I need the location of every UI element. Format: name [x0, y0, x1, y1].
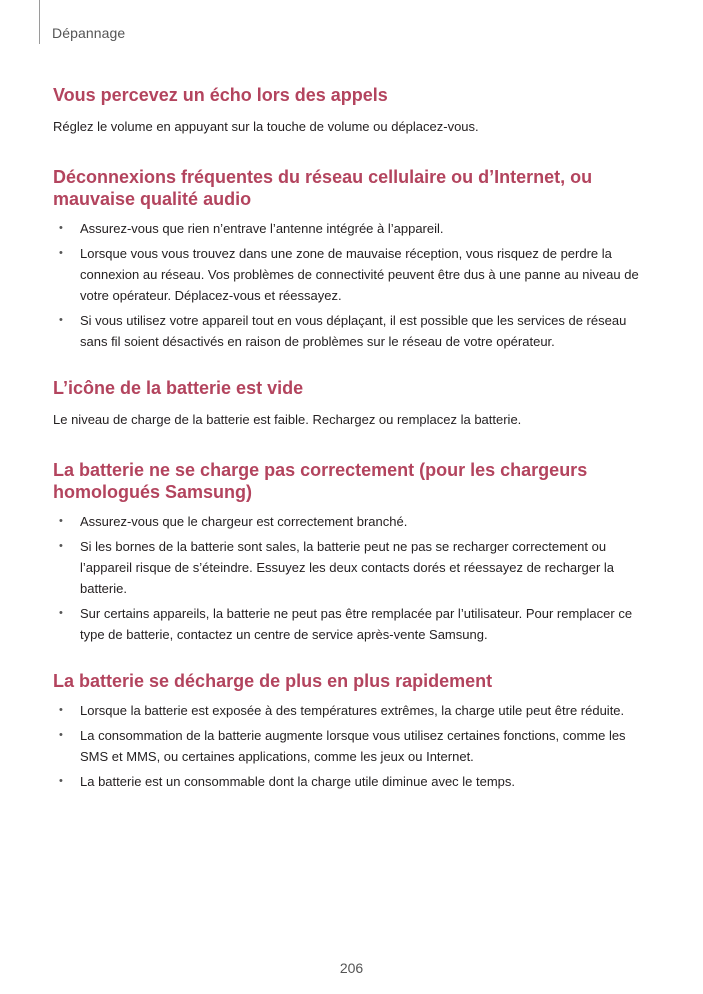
list-item [53, 310, 653, 352]
bullet-list [53, 218, 653, 352]
list-item-text: Assurez-vous que le chargeur est correctement branché. [80, 514, 408, 529]
bullet-icon: • [59, 222, 63, 234]
bullet-icon: • [59, 247, 63, 259]
header-divider-line [39, 0, 40, 44]
section-body: Le niveau de charge de la batterie est faible. Rechargez ou remplacez la batterie. [53, 412, 522, 427]
list-item [53, 218, 653, 239]
section-title: La batterie se décharge de plus en plus rapidement [53, 671, 493, 691]
section-body: Réglez le volume en appuyant sur la touche de volume ou déplacez-vous. [53, 119, 479, 134]
list-item-text: La consommation de la batterie augmente lorsque vous utilisez certaines fonctions, comme les SMS et MMS, ou certaines applications, comme les jeux ou Internet. [80, 728, 626, 764]
section-battery-drain [53, 670, 653, 792]
list-item [53, 536, 653, 599]
section-header: Dépannage [52, 25, 126, 41]
list-item-text: Lorsque vous vous trouvez dans une zone de mauvaise réception, vous risquez de perdre la connexion au réseau. Vos problèmes de connectivité peuvent être dus à une panne au niveau de votre opérateur. Déplacez-vous et réessayez. [80, 246, 639, 303]
list-item-text: Si vous utilisez votre appareil tout en vous déplaçant, il est possible que les services de réseau sans fil soient désactivés en raison de problèmes sur le réseau de votre opérateur. [80, 313, 627, 349]
bullet-list [53, 700, 653, 792]
list-item [53, 603, 653, 645]
list-item [53, 725, 653, 767]
list-item-text: Lorsque la batterie est exposée à des températures extrêmes, la charge utile peut être réduite. [80, 703, 625, 718]
list-item-text: Assurez-vous que rien n’entrave l’antenne intégrée à l’appareil. [80, 221, 444, 236]
list-item [53, 511, 653, 532]
list-item-text: Sur certains appareils, la batterie ne peut pas être remplacée par l’utilisateur. Pour remplacer ce type de batterie, contactez un centre de service après-vente Samsung. [80, 606, 633, 642]
list-item-text: La batterie est un consommable dont la charge utile diminue avec le temps. [80, 774, 516, 789]
bullet-icon: • [59, 540, 63, 552]
section-battery-charge [53, 459, 653, 645]
section-title: La batterie ne se charge pas correctement (pour les chargeurs homologués Samsung) [53, 460, 588, 502]
section-network [53, 166, 653, 352]
section-battery-icon [53, 377, 653, 430]
list-item [53, 243, 653, 306]
bullet-list [53, 511, 653, 645]
page-number: 206 [339, 960, 364, 976]
bullet-icon: • [59, 704, 63, 716]
bullet-icon: • [59, 729, 63, 741]
page-content [53, 84, 653, 796]
bullet-icon: • [59, 314, 63, 326]
list-item-text: Si les bornes de la batterie sont sales, la batterie peut ne pas se recharger correctement ou l’appareil risque de s’éteindre. Essuyez les deux contacts dorés et réessayez de recharger la batterie. [80, 539, 615, 596]
list-item [53, 700, 653, 721]
section-title: L’icône de la batterie est vide [53, 378, 304, 398]
list-item [53, 771, 653, 792]
bullet-icon: • [59, 515, 63, 527]
bullet-icon: • [59, 775, 63, 787]
section-echo [53, 84, 653, 137]
bullet-icon: • [59, 607, 63, 619]
section-title: Vous percevez un écho lors des appels [53, 85, 388, 105]
section-title: Déconnexions fréquentes du réseau cellulaire ou d’Internet, ou mauvaise qualité audio [53, 167, 593, 209]
